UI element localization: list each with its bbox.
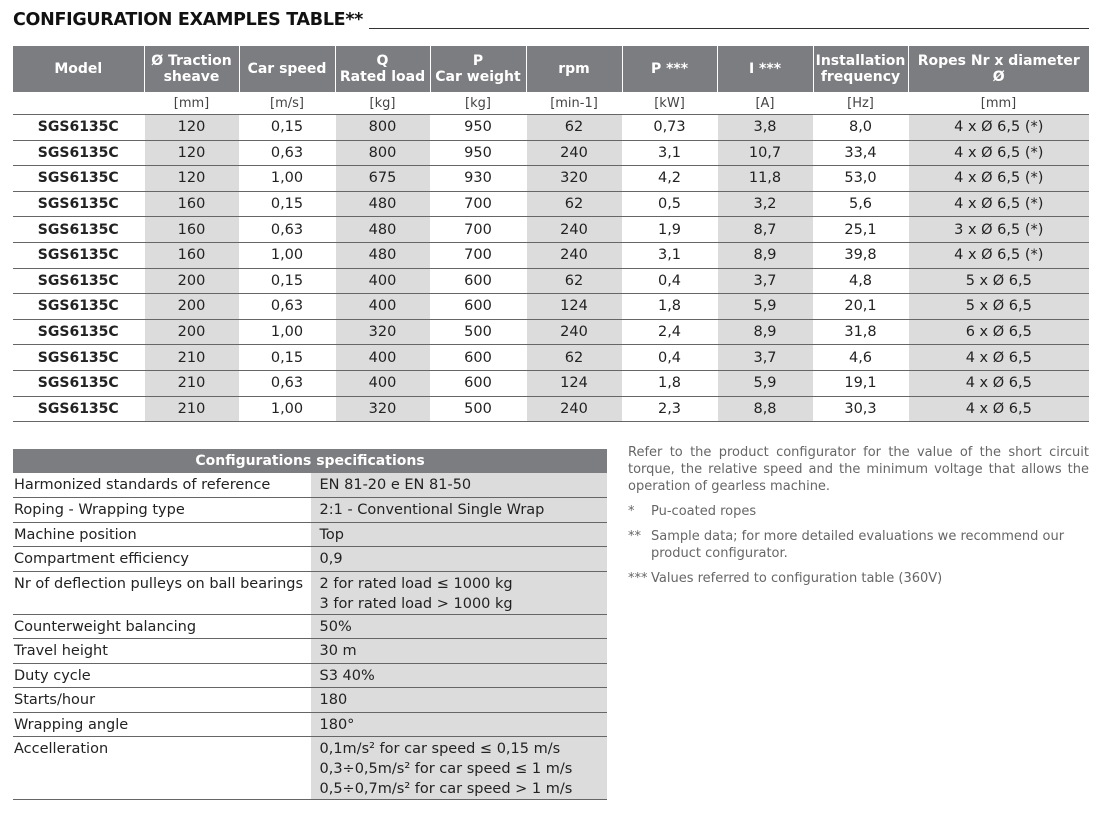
spec-row (13, 498, 607, 523)
column-header (717, 46, 813, 92)
spec-label: Nr of deflection pulleys on ball bearings (13, 571, 310, 614)
unit-cell: [m/s] (239, 92, 335, 115)
spec-row (13, 663, 607, 688)
footnote-2 (628, 528, 1089, 562)
spec-label: Compartment efficiency (13, 547, 310, 572)
table-cell: 480 (335, 191, 430, 217)
table-cell: 0,63 (239, 294, 335, 320)
table-cell: 62 (526, 345, 622, 371)
spec-label: Harmonized standards of reference (13, 473, 310, 498)
column-header (144, 46, 239, 92)
spec-value (310, 571, 607, 614)
table-row (13, 345, 1089, 371)
table-cell: 210 (144, 370, 239, 396)
spec-value-line: 0,5÷0,7m/s² for car speed > 1 m/s (319, 781, 573, 797)
model-cell: SGS6135C (13, 319, 144, 345)
table-cell: 4,6 (813, 345, 908, 371)
specifications-table (13, 449, 607, 800)
column-header-line: frequency (820, 69, 901, 85)
table-cell: 500 (430, 319, 526, 345)
table-cell: 0,63 (239, 217, 335, 243)
model-cell: SGS6135C (13, 140, 144, 166)
spec-label: Counterweight balancing (13, 614, 310, 639)
table-cell: 210 (144, 345, 239, 371)
spec-label: Starts/hour (13, 688, 310, 713)
table-cell: 0,73 (622, 115, 717, 141)
spec-value-line: 0,1m/s² for car speed ≤ 0,15 m/s (319, 741, 561, 757)
column-header-line: Ropes Nr x diameter Ø (917, 53, 1080, 85)
spec-row (13, 688, 607, 713)
column-header (13, 46, 144, 92)
model-cell: SGS6135C (13, 115, 144, 141)
unit-cell: [A] (717, 92, 813, 115)
unit-cell: [Hz] (813, 92, 908, 115)
table-cell: 53,0 (813, 166, 908, 192)
table-cell: 19,1 (813, 370, 908, 396)
table-cell: 62 (526, 268, 622, 294)
table-cell: 8,8 (717, 396, 813, 422)
table-cell: 200 (144, 294, 239, 320)
table-cell: 5,9 (717, 294, 813, 320)
spec-value (310, 737, 607, 800)
table-cell: 800 (335, 140, 430, 166)
table-cell: 700 (430, 217, 526, 243)
table-cell: 1,00 (239, 319, 335, 345)
unit-cell (13, 92, 144, 115)
table-cell: 600 (430, 345, 526, 371)
spec-value-line: 180 (319, 692, 348, 708)
table-cell: 950 (430, 140, 526, 166)
footnote-mark: *** (628, 571, 648, 586)
spec-value (310, 663, 607, 688)
table-cell: 30,3 (813, 396, 908, 422)
table-cell: 3,7 (717, 268, 813, 294)
table-cell: 5 x Ø 6,5 (908, 294, 1089, 320)
footnote-3 (628, 570, 1089, 587)
model-cell: SGS6135C (13, 191, 144, 217)
table-cell: 600 (430, 370, 526, 396)
table-cell: 0,4 (622, 268, 717, 294)
table-cell: 39,8 (813, 242, 908, 268)
table-cell: 210 (144, 396, 239, 422)
table-cell: 8,9 (717, 242, 813, 268)
header-row (13, 46, 1089, 92)
table-row (13, 319, 1089, 345)
table-cell: 4 x Ø 6,5 (*) (908, 242, 1089, 268)
table-row (13, 268, 1089, 294)
spec-label: Roping - Wrapping type (13, 498, 310, 523)
table-row (13, 140, 1089, 166)
configuration-table-body (13, 115, 1089, 422)
table-cell: 675 (335, 166, 430, 192)
spec-value-line: 30 m (319, 643, 357, 659)
column-header-line: Rated load (339, 69, 426, 85)
units-row (13, 92, 1089, 115)
table-cell: 0,15 (239, 268, 335, 294)
spec-value-line: 50% (319, 618, 352, 635)
table-cell: 480 (335, 217, 430, 243)
table-cell: 320 (526, 166, 622, 192)
table-cell: 160 (144, 217, 239, 243)
table-cell: 8,7 (717, 217, 813, 243)
table-cell: 950 (430, 115, 526, 141)
spec-label: Duty cycle (13, 663, 310, 688)
table-row (13, 115, 1089, 141)
spec-label: Travel height (13, 639, 310, 664)
table-cell: 500 (430, 396, 526, 422)
column-header-line: P *** (650, 61, 689, 77)
table-cell: 0,63 (239, 370, 335, 396)
table-cell: 8,9 (717, 319, 813, 345)
column-header-line: rpm (558, 61, 590, 77)
table-cell: 5 x Ø 6,5 (908, 268, 1089, 294)
table-cell: 200 (144, 319, 239, 345)
spec-value-line: 0,3÷0,5m/s² for car speed ≤ 1 m/s (319, 761, 573, 777)
table-row (13, 217, 1089, 243)
unit-cell: [min-1] (526, 92, 622, 115)
spec-value (310, 547, 607, 572)
spec-value (310, 688, 607, 713)
table-cell: 124 (526, 370, 622, 396)
model-cell: SGS6135C (13, 268, 144, 294)
spec-value (310, 473, 607, 498)
column-header-line: Car speed (247, 61, 327, 77)
column-header-line: I *** (748, 61, 782, 77)
table-cell: 3,1 (622, 242, 717, 268)
model-cell: SGS6135C (13, 166, 144, 192)
table-cell: 10,7 (717, 140, 813, 166)
page-title: CONFIGURATION EXAMPLES TABLE** (13, 10, 369, 30)
unit-cell: [kg] (430, 92, 526, 115)
column-header-line: P (472, 53, 484, 69)
table-cell: 25,1 (813, 217, 908, 243)
table-cell: 120 (144, 115, 239, 141)
table-cell: 240 (526, 140, 622, 166)
table-cell: 600 (430, 268, 526, 294)
spec-value-line: 2:1 - Conventional Single Wrap (319, 502, 545, 518)
table-cell: 320 (335, 319, 430, 345)
table-cell: 1,00 (239, 396, 335, 422)
table-cell: 4 x Ø 6,5 (908, 396, 1089, 422)
table-cell: 11,8 (717, 166, 813, 192)
title-bar (13, 10, 1089, 32)
column-header-line: sheave (163, 69, 220, 85)
footnote-mark: * (628, 504, 635, 519)
table-cell: 800 (335, 115, 430, 141)
table-cell: 3,8 (717, 115, 813, 141)
table-cell: 20,1 (813, 294, 908, 320)
table-cell: 1,9 (622, 217, 717, 243)
spec-value-line: 2 for rated load ≤ 1000 kg (319, 575, 513, 592)
spec-label: Machine position (13, 522, 310, 547)
column-header-line: Q (376, 53, 389, 69)
table-cell: 160 (144, 242, 239, 268)
table-cell: 4,2 (622, 166, 717, 192)
footnote-text: Sample data; for more detailed evaluations we recommend our product configurator. (651, 529, 1065, 561)
table-cell: 4,8 (813, 268, 908, 294)
table-cell: 700 (430, 191, 526, 217)
table-cell: 5,6 (813, 191, 908, 217)
spec-value-line: 180° (319, 716, 355, 733)
table-cell: 2,3 (622, 396, 717, 422)
table-cell: 4 x Ø 6,5 (*) (908, 115, 1089, 141)
table-cell: 160 (144, 191, 239, 217)
unit-cell: [kg] (335, 92, 430, 115)
table-cell: 31,8 (813, 319, 908, 345)
table-cell: 8,0 (813, 115, 908, 141)
table-cell: 240 (526, 217, 622, 243)
model-cell: SGS6135C (13, 370, 144, 396)
model-cell: SGS6135C (13, 294, 144, 320)
table-cell: 0,15 (239, 115, 335, 141)
table-cell: 0,15 (239, 345, 335, 371)
spec-value (310, 712, 607, 737)
table-cell: 4 x Ø 6,5 (908, 345, 1089, 371)
table-cell: 2,4 (622, 319, 717, 345)
model-cell: SGS6135C (13, 396, 144, 422)
table-cell: 62 (526, 191, 622, 217)
spec-row (13, 639, 607, 664)
table-cell: 0,5 (622, 191, 717, 217)
table-cell: 240 (526, 396, 622, 422)
column-header (622, 46, 717, 92)
unit-cell: [kW] (622, 92, 717, 115)
column-header-line: Car weight (435, 69, 521, 85)
table-cell: 0,15 (239, 191, 335, 217)
configuration-table (13, 46, 1089, 422)
spec-value-line: S3 40% (319, 667, 375, 684)
table-cell: 600 (430, 294, 526, 320)
table-cell: 240 (526, 242, 622, 268)
column-header-line: Installation (815, 53, 906, 69)
spec-row (13, 614, 607, 639)
table-cell: 3,7 (717, 345, 813, 371)
table-cell: 4 x Ø 6,5 (*) (908, 140, 1089, 166)
column-header (526, 46, 622, 92)
spec-row (13, 522, 607, 547)
table-cell: 3 x Ø 6,5 (*) (908, 217, 1089, 243)
table-cell: 3,2 (717, 191, 813, 217)
column-header (430, 46, 526, 92)
table-cell: 930 (430, 166, 526, 192)
unit-cell: [mm] (908, 92, 1089, 115)
footnote-text: Values referred to configuration table (360V) (651, 571, 943, 586)
footnote-mark: ** (628, 529, 641, 544)
spec-value-line: 3 for rated load > 1000 kg (319, 595, 513, 612)
table-cell: 400 (335, 370, 430, 396)
spec-row (13, 473, 607, 498)
column-header-line: Ø Traction (151, 53, 232, 69)
table-cell: 5,9 (717, 370, 813, 396)
table-row (13, 370, 1089, 396)
column-header (335, 46, 430, 92)
table-cell: 0,63 (239, 140, 335, 166)
spec-value-line: 0,9 (319, 551, 343, 567)
table-cell: 3,1 (622, 140, 717, 166)
spec-row (13, 547, 607, 572)
table-cell: 4 x Ø 6,5 (*) (908, 191, 1089, 217)
table-cell: 1,8 (622, 370, 717, 396)
specifications-table-body (13, 473, 607, 800)
spec-value-line: Top (319, 526, 344, 543)
notes-section (628, 444, 1089, 595)
spec-row (13, 712, 607, 737)
spec-row (13, 737, 607, 800)
table-row (13, 191, 1089, 217)
table-row (13, 294, 1089, 320)
table-cell: 1,8 (622, 294, 717, 320)
table-cell: 240 (526, 319, 622, 345)
column-header-line: Model (54, 61, 103, 77)
notes-intro: Refer to the product configurator for the value of the short circuit torque, the relative speed and the minimum voltage that allows the operation of gearless machine. (628, 445, 1089, 494)
spec-row (13, 571, 607, 614)
table-cell: 6 x Ø 6,5 (908, 319, 1089, 345)
column-header (239, 46, 335, 92)
table-cell: 320 (335, 396, 430, 422)
unit-cell: [mm] (144, 92, 239, 115)
footnote-1 (628, 503, 1089, 520)
table-cell: 4 x Ø 6,5 (*) (908, 166, 1089, 192)
table-cell: 400 (335, 268, 430, 294)
specifications-title: Configurations specifications (13, 449, 607, 473)
table-cell: 120 (144, 140, 239, 166)
spec-label: Accelleration (13, 737, 310, 800)
table-row (13, 242, 1089, 268)
table-cell: 1,00 (239, 242, 335, 268)
column-header (908, 46, 1089, 92)
table-cell: 400 (335, 294, 430, 320)
spec-label: Wrapping angle (13, 712, 310, 737)
table-cell: 0,4 (622, 345, 717, 371)
table-row (13, 166, 1089, 192)
table-row (13, 396, 1089, 422)
spec-value (310, 639, 607, 664)
model-cell: SGS6135C (13, 217, 144, 243)
spec-value (310, 614, 607, 639)
table-cell: 480 (335, 242, 430, 268)
table-cell: 400 (335, 345, 430, 371)
table-cell: 120 (144, 166, 239, 192)
table-cell: 1,00 (239, 166, 335, 192)
table-cell: 700 (430, 242, 526, 268)
table-cell: 124 (526, 294, 622, 320)
table-cell: 200 (144, 268, 239, 294)
model-cell: SGS6135C (13, 242, 144, 268)
spec-value (310, 522, 607, 547)
table-cell: 62 (526, 115, 622, 141)
footnote-text: Pu-coated ropes (651, 504, 757, 519)
spec-value (310, 498, 607, 523)
model-cell: SGS6135C (13, 345, 144, 371)
table-cell: 4 x Ø 6,5 (908, 370, 1089, 396)
spec-value-line: EN 81-20 e EN 81-50 (319, 477, 472, 493)
table-cell: 33,4 (813, 140, 908, 166)
column-header (813, 46, 908, 92)
